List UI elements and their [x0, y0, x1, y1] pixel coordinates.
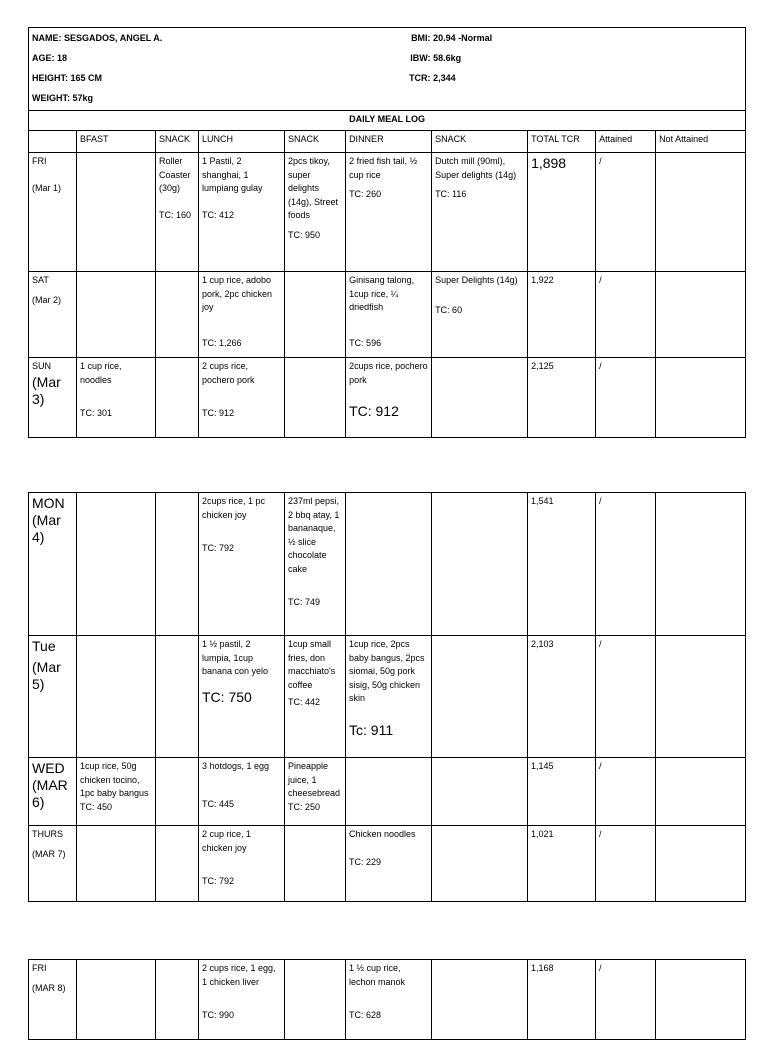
snack-cell: [156, 758, 199, 826]
col-header-total-tcr: TOTAL TCR: [528, 131, 596, 153]
snack-cell: [432, 960, 528, 1040]
lunch-cell: 2cups rice, 1 pc chicken joy TC: 792: [199, 493, 285, 636]
col-header-snack: SNACK: [432, 131, 528, 153]
bfast-cell: [77, 153, 156, 272]
not-attained-cell: [656, 636, 746, 758]
dinner-cell: 1 ½ cup rice, lechon manok TC: 628: [346, 960, 432, 1040]
total-tcr-cell: 1,541: [528, 493, 596, 636]
patient-age: 18: [57, 53, 68, 63]
attained-cell: /: [596, 960, 656, 1040]
snack-cell: Super Delights (14g) TC: 60: [432, 272, 528, 358]
dinner-cell: [346, 758, 432, 826]
lunch-cell: 1 Pastil, 2 shanghai, 1 lumpiang gulay TC: 412: [199, 153, 285, 272]
dinner-cell: 1cup rice, 2pcs baby bangus, 2pcs siomai, 50g pork sisig, 50g chicken skin Tc: 911: [346, 636, 432, 758]
lunch-cell: 1 cup rice, adobo pork, 2pc chicken joy TC: 1,266: [199, 272, 285, 358]
total-tcr-cell: 1,021: [528, 826, 596, 902]
patient-tcr: 2,344: [433, 73, 456, 83]
snack-cell: [432, 636, 528, 758]
table-row: [29, 960, 746, 1040]
snack-cell: [432, 358, 528, 438]
dinner-cell: 2cups rice, pochero pork TC: 912: [346, 358, 432, 438]
meal-log-table-page-3: [28, 959, 746, 1040]
snack-cell: [285, 358, 346, 438]
snack-cell: [156, 636, 199, 758]
not-attained-cell: [656, 272, 746, 358]
day-cell: SUN (Mar 3): [29, 358, 77, 438]
snack-cell: Roller Coaster (30g) TC: 160: [156, 153, 199, 272]
snack-cell: [156, 358, 199, 438]
patient-info-left: NAME: SESGADOS, ANGEL A. AGE: 18 HEIGHT: 165 CM WEIGHT: 57kg: [29, 28, 346, 111]
lunch-cell: 3 hotdogs, 1 egg TC: 445: [199, 758, 285, 826]
col-header-lunch: LUNCH: [199, 131, 285, 153]
table-row: [29, 636, 746, 758]
patient-name: SESGADOS, ANGEL A.: [64, 33, 163, 43]
patient-ibw: 58.6kg: [433, 53, 462, 63]
bfast-cell: 1cup rice, 50g chicken tocino, 1pc baby bangus TC: 450: [77, 758, 156, 826]
snack-cell: Pineapple juice, 1 cheesebread TC: 250: [285, 758, 346, 826]
bfast-cell: 1 cup rice, noodles TC: 301: [77, 358, 156, 438]
attained-cell: /: [596, 826, 656, 902]
snack-cell: [156, 493, 199, 636]
snack-cell: [285, 826, 346, 902]
dinner-cell: Ginisang talong, 1cup rice, ¼ driedfish TC: 596: [346, 272, 432, 358]
not-attained-cell: [656, 826, 746, 902]
lunch-cell: 2 cup rice, 1 chicken joy TC: 792: [199, 826, 285, 902]
day-cell: MON (Mar 4): [29, 493, 77, 636]
not-attained-cell: [656, 758, 746, 826]
table-row: [29, 358, 746, 438]
day-cell: FRI (Mar 1): [29, 153, 77, 272]
total-tcr-cell: 1,898: [528, 153, 596, 272]
snack-cell: 1cup small fries, don macchiato's coffee TC: 442: [285, 636, 346, 758]
bfast-cell: [77, 960, 156, 1040]
col-header-not-attained: Not Attained: [656, 131, 746, 153]
patient-info-right: BMI: 20.94 -Normal IBW: 58.6kg TCR: 2,344: [346, 28, 746, 111]
attained-cell: /: [596, 758, 656, 826]
day-cell: Tue (Mar 5): [29, 636, 77, 758]
day-cell: WED (MAR 6): [29, 758, 77, 826]
patient-weight: 57kg: [72, 93, 94, 103]
table-row: [29, 758, 746, 826]
table-row: [29, 826, 746, 902]
not-attained-cell: [656, 358, 746, 438]
not-attained-cell: [656, 493, 746, 636]
bfast-cell: [77, 826, 156, 902]
snack-cell: [285, 960, 346, 1040]
total-tcr-cell: 2,125: [528, 358, 596, 438]
patient-bmi: 20.94 -Normal: [433, 33, 493, 43]
table-row: [29, 272, 746, 358]
snack-cell: 2pcs tikoy, super delights (14g), Street foods TC: 950: [285, 153, 346, 272]
snack-cell: [432, 826, 528, 902]
snack-cell: [432, 758, 528, 826]
patient-height: 165 CM: [70, 73, 103, 83]
snack-cell: Dutch mill (90ml), Super delights (14g) TC: 116: [432, 153, 528, 272]
table-row: [29, 153, 746, 272]
column-header-row: [29, 131, 746, 153]
snack-cell: [285, 272, 346, 358]
bfast-cell: [77, 272, 156, 358]
total-tcr-cell: 1,168: [528, 960, 596, 1040]
snack-cell: [432, 493, 528, 636]
attained-cell: /: [596, 272, 656, 358]
col-header-snack: SNACK: [285, 131, 346, 153]
attained-cell: /: [596, 636, 656, 758]
dinner-cell: [346, 493, 432, 636]
snack-cell: 237ml pepsi, 2 bbq atay, 1 bananaque, ½ slice chocolate cake TC: 749: [285, 493, 346, 636]
bfast-cell: [77, 493, 156, 636]
day-cell: THURS (MAR 7): [29, 826, 77, 902]
not-attained-cell: [656, 960, 746, 1040]
col-header-day: [29, 131, 77, 153]
snack-cell: [156, 826, 199, 902]
day-cell: SAT (Mar 2): [29, 272, 77, 358]
attained-cell: /: [596, 153, 656, 272]
bfast-cell: [77, 636, 156, 758]
total-tcr-cell: 1,145: [528, 758, 596, 826]
col-header-attained: Attained: [596, 131, 656, 153]
col-header-snack: SNACK: [156, 131, 199, 153]
meal-log-table-page-1: [28, 27, 746, 438]
col-header-bfast: BFAST: [77, 131, 156, 153]
snack-cell: [156, 960, 199, 1040]
lunch-cell: 1 ½ pastil, 2 lumpia, 1cup banana con yelo TC: 750: [199, 636, 285, 758]
dinner-cell: 2 fried fish tail, ½ cup rice TC: 260: [346, 153, 432, 272]
snack-cell: [156, 272, 199, 358]
meal-log-table-page-2: [28, 492, 746, 902]
day-cell: FRI (MAR 8): [29, 960, 77, 1040]
attained-cell: /: [596, 493, 656, 636]
lunch-cell: 2 cups rice, 1 egg, 1 chicken liver TC: 990: [199, 960, 285, 1040]
col-header-dinner: DINNER: [346, 131, 432, 153]
log-title: DAILY MEAL LOG: [29, 111, 746, 131]
dinner-cell: Chicken noodles TC: 229: [346, 826, 432, 902]
table-row: [29, 493, 746, 636]
lunch-cell: 2 cups rice, pochero pork TC: 912: [199, 358, 285, 438]
total-tcr-cell: 2,103: [528, 636, 596, 758]
not-attained-cell: [656, 153, 746, 272]
total-tcr-cell: 1,922: [528, 272, 596, 358]
attained-cell: /: [596, 358, 656, 438]
